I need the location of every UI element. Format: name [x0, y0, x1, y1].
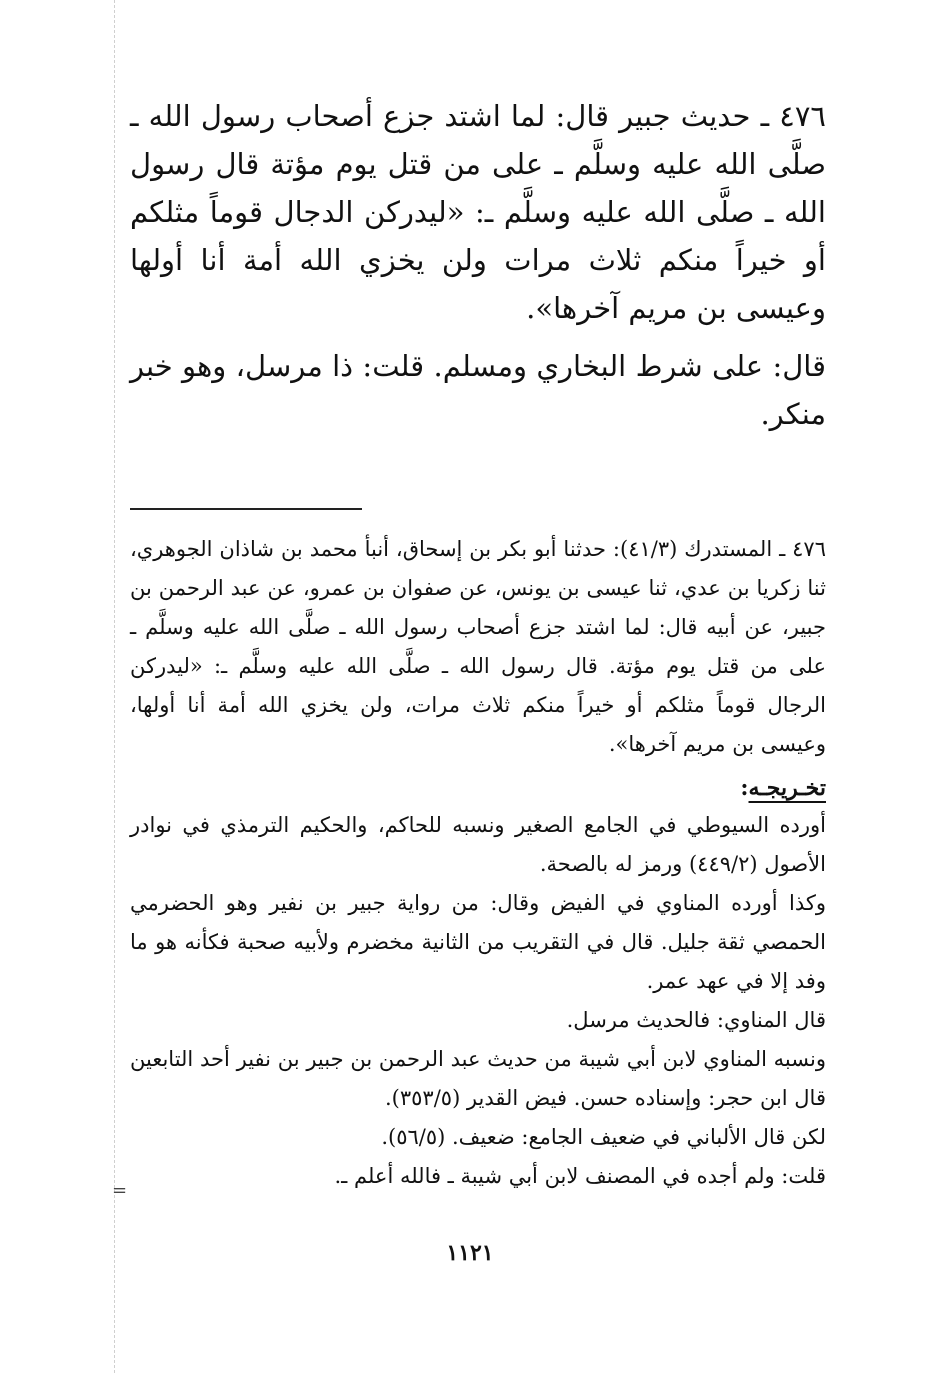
footnote-number: ٤٧٦ [792, 537, 826, 561]
page-number: ١١٢١ [446, 1240, 494, 1266]
takhrij-heading-colon: : [740, 775, 749, 801]
takhrij-paragraph: أورده السيوطي في الجامع الصغير ونسبه للحاكم، والحكيم الترمذي في نوادر الأصول (٤٤٩/٢) ورمز له بالصحة. [130, 813, 826, 876]
main-entry-comment: قال: على شرط البخاري ومسلم. قلت: ذا مرسل، وهو خبر منكر. [130, 349, 826, 431]
takhrij-heading [130, 770, 826, 806]
scan-edge-line [114, 0, 115, 1373]
takhrij-paragraph: وكذا أورده المناوي في الفيض وقال: من رواية جبير بن نفير وهو الحضرمي الحمصي ثقة جليل. قال في التقريب من الثانية مخضرم ولأبيه صحبة فكأنه هو ما وفد إلا في عهد عمر. [130, 891, 826, 993]
footnote [130, 530, 826, 764]
continuation-mark: = [112, 1180, 128, 1201]
footnote-text: ـ المستدرك (٤١/٣): حدثنا أبو بكر بن إسحاق، أنبأ محمد بن شاذان الجوهري، ثنا زكريا بن عدي، ثنا عيسى بن يونس، عن صفوان بن عمرو، عن عبد الرحمن بن جبير، عن أبيه قال: لما اشتد جزع أصحاب رسول الله ـ صلَّى الله عليه وسلَّم ـ على من قتل يوم مؤتة. قال رسول الله ـ صلَّى الله عليه وسلَّم ـ: «ليدركن الرجال قوماً مثلكم أو خيراً منكم ثلاث مرات، ولن يخزي الله أمة أنا أولها، وعيسى بن مريم آخرها». [130, 537, 826, 756]
main-entry-text: ـ حديث جبير قال: لما اشتد جزع أصحاب رسول الله ـ صلَّى الله عليه وسلَّم ـ على من قتل يوم مؤتة قال رسول الله ـ صلَّى الله عليه وسلَّم ـ: «ليدركن الدجال قوماً مثلكم أو خيراً منكم ثلاث مرات ولن يخزي الله أمة أنا أولها وعيسى بن مريم آخرها». [130, 99, 826, 325]
main-entry-number: ٤٧٦ [779, 99, 826, 133]
takhrij-paragraph: ونسبه المناوي لابن أبي شيبة من حديث عبد الرحمن بن جبير بن نفير أحد التابعين قال ابن حجر: وإسناده حسن. فيض القدير (٣٥٣/٥). [130, 1047, 826, 1110]
main-entry [130, 92, 826, 332]
takhrij-paragraph: قال المناوي: فالحديث مرسل. [566, 1008, 826, 1032]
takhrij-paragraph: لكن قال الألباني في ضعيف الجامع: ضعيف. (٥٦/٥). [381, 1125, 826, 1149]
page-body [130, 92, 826, 1196]
takhrij-heading-label: تخـريجـه [748, 775, 826, 801]
footnote-separator [130, 508, 362, 510]
takhrij-paragraph: قلت: ولم أجده في المصنف لابن أبي شيبة ـ فالله أعلم ـ. [334, 1164, 826, 1188]
